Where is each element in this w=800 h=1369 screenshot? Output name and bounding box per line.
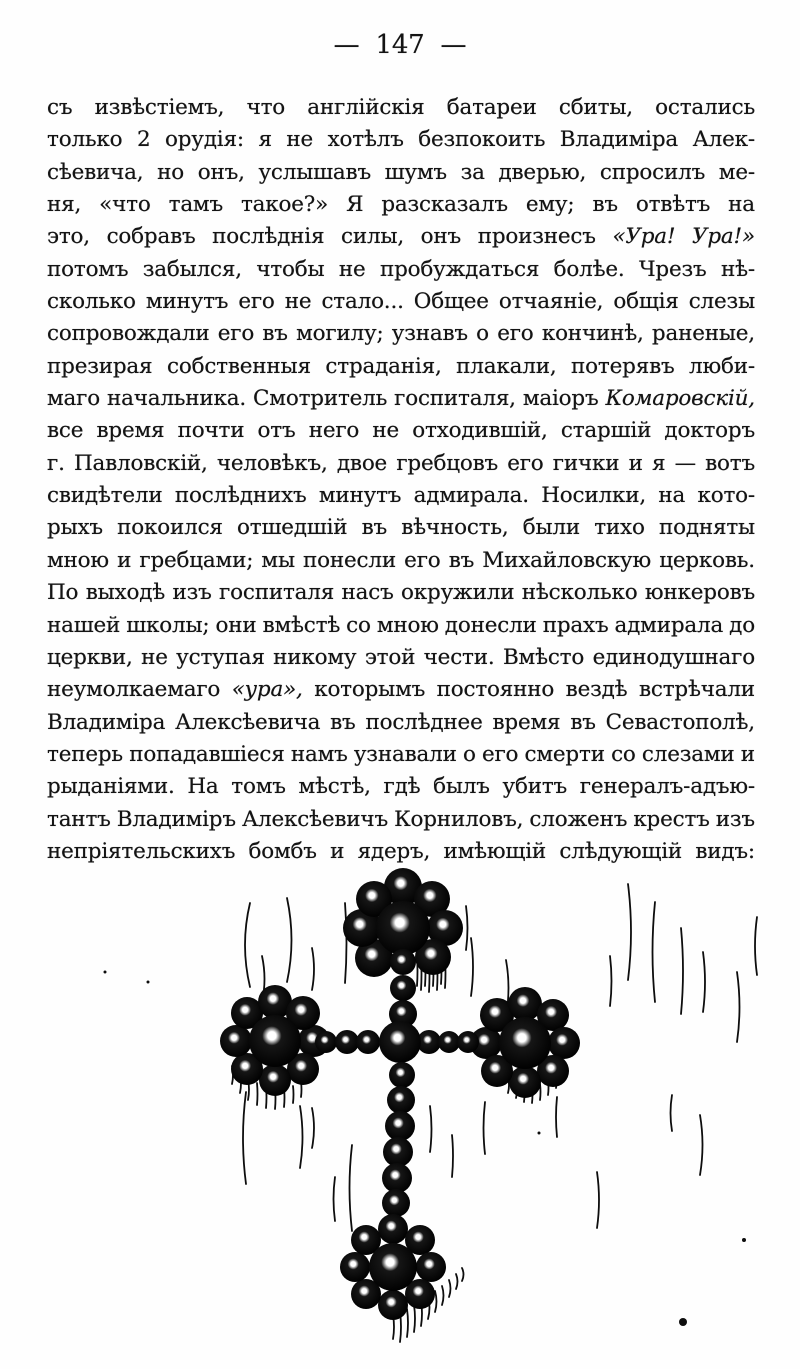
word: чести. xyxy=(423,644,495,670)
word: силы, xyxy=(341,224,404,250)
word: На xyxy=(187,774,219,800)
text-line xyxy=(47,807,755,839)
page-number: 147 xyxy=(375,30,425,60)
word: время xyxy=(492,709,561,735)
word: Севастополѣ, xyxy=(605,709,755,735)
word: чтобы xyxy=(256,256,325,282)
text-line xyxy=(47,354,755,386)
word: Общее xyxy=(413,289,489,315)
word: встрѣчали xyxy=(638,677,755,703)
word: ему; xyxy=(525,192,575,218)
word: батареи xyxy=(446,95,537,120)
hatch-stroke xyxy=(462,1268,464,1281)
word: ме- xyxy=(718,159,755,185)
word: церкви, xyxy=(47,644,133,670)
text-line xyxy=(47,613,755,645)
word: не xyxy=(372,418,400,444)
word: Алексѣевичъ xyxy=(241,806,388,832)
word: маго xyxy=(47,386,100,412)
hatch-stroke xyxy=(653,902,656,1002)
cannonball xyxy=(378,1214,408,1244)
word: мною xyxy=(47,547,109,573)
cannonball xyxy=(509,1066,541,1098)
word: пробуждаться xyxy=(379,256,540,282)
word: слезами xyxy=(641,741,735,767)
word: Ура!» xyxy=(692,224,755,250)
word: старшій xyxy=(560,418,652,444)
text-line xyxy=(47,742,755,774)
word: минутъ xyxy=(145,289,229,315)
word: страданія, xyxy=(325,353,442,379)
word: въ xyxy=(592,192,618,218)
word: въ xyxy=(262,321,288,347)
word: вѣчность, xyxy=(401,515,509,541)
word: сложенъ xyxy=(529,806,628,832)
word: уступая xyxy=(176,644,265,670)
word: маіоръ xyxy=(522,386,599,412)
cannonball xyxy=(378,1290,408,1320)
cannonball xyxy=(382,1189,410,1217)
ink-speck xyxy=(679,1318,687,1326)
word: адмирала xyxy=(614,612,724,638)
word: Чрезъ xyxy=(638,256,707,282)
hatch-stroke xyxy=(466,906,468,950)
word: остались xyxy=(655,95,755,120)
word: отшедшій xyxy=(237,515,348,541)
word: дверью, xyxy=(498,159,587,185)
hatching-strokes xyxy=(232,884,757,1342)
word: въ xyxy=(361,515,388,541)
hatch-stroke xyxy=(610,956,612,1006)
hatch-stroke xyxy=(293,1086,294,1103)
word: изъ xyxy=(172,580,212,606)
word: которымъ xyxy=(314,677,426,703)
word: не xyxy=(141,644,168,670)
hatch-stroke xyxy=(456,1274,458,1289)
cannonball xyxy=(389,1062,415,1088)
word: мѣстѣ, xyxy=(298,774,371,800)
body-text xyxy=(47,95,755,871)
text-line xyxy=(47,127,755,159)
word: Владиміра xyxy=(47,709,166,735)
word: нашей xyxy=(47,612,121,638)
cannonball xyxy=(340,1252,370,1282)
word: крестъ xyxy=(633,806,710,832)
word: люби- xyxy=(689,353,755,379)
cannonball xyxy=(457,1031,479,1053)
word: стало... xyxy=(321,289,404,315)
word: за xyxy=(460,159,485,185)
word: его xyxy=(404,547,441,573)
page-header xyxy=(0,30,800,60)
hatch-stroke xyxy=(737,972,740,1042)
word: госпиталя, xyxy=(394,386,516,412)
cannonball xyxy=(499,1017,551,1069)
word: болѣе. xyxy=(553,256,625,282)
word: Носилки, xyxy=(541,483,646,509)
hatch-stroke xyxy=(452,1135,453,1177)
word: не xyxy=(286,127,314,153)
word: подняты xyxy=(658,515,755,541)
hatch-stroke xyxy=(703,952,705,1012)
cannonball xyxy=(220,1025,252,1057)
word: г. xyxy=(47,450,65,476)
word: это, xyxy=(47,224,90,250)
word: «ура», xyxy=(231,677,303,703)
cannonball xyxy=(385,1111,415,1141)
word: узнавали xyxy=(353,741,457,767)
hatch-stroke xyxy=(245,903,250,987)
word: тантъ xyxy=(47,806,111,832)
hatch-stroke xyxy=(334,1177,336,1221)
word: убитъ xyxy=(502,774,568,800)
ink-speck xyxy=(104,971,107,974)
word: бомбъ xyxy=(248,838,317,864)
text-line xyxy=(47,224,755,256)
text-line xyxy=(47,645,755,677)
word: нѣ- xyxy=(720,256,755,282)
word: собственныя xyxy=(167,353,311,379)
word: Я xyxy=(346,192,364,218)
word: начальника. xyxy=(106,386,247,412)
word: нѣсколько xyxy=(521,580,638,606)
word: его xyxy=(481,741,519,767)
word: адмирала. xyxy=(413,483,529,509)
hatch-stroke xyxy=(287,898,292,982)
word: на xyxy=(728,192,755,218)
word: послѣднихъ xyxy=(174,483,307,509)
word: разсказалъ xyxy=(381,192,508,218)
hatch-stroke xyxy=(449,1280,451,1297)
word: гички xyxy=(552,450,620,476)
word: церковь. xyxy=(659,547,755,573)
word: со xyxy=(611,741,636,767)
word: попадавшіеся xyxy=(129,741,285,767)
word: и xyxy=(628,450,643,476)
word: видъ: xyxy=(695,838,755,864)
word: 2 xyxy=(136,127,151,153)
word: узнавъ xyxy=(391,321,468,347)
text-line xyxy=(47,386,755,418)
ink-speck xyxy=(742,1238,746,1242)
word: со xyxy=(346,612,371,638)
hatch-stroke xyxy=(471,938,473,996)
text-line xyxy=(47,515,755,547)
word: онъ, xyxy=(197,159,245,185)
hatch-stroke xyxy=(243,1092,246,1184)
word: отчаяніе, xyxy=(498,289,604,315)
word: отвѣтъ xyxy=(635,192,711,218)
word: могилу; xyxy=(296,321,384,347)
word: собравъ xyxy=(106,224,196,250)
word: послѣднія xyxy=(212,224,325,250)
word: рыданіями. xyxy=(47,774,175,800)
word: постоянно xyxy=(436,677,555,703)
hatch-stroke xyxy=(312,948,314,990)
text-line xyxy=(47,710,755,742)
word: «Ура! xyxy=(612,224,676,250)
word: человѣкъ, xyxy=(216,450,328,476)
word: Вмѣсто xyxy=(502,644,585,670)
word: его xyxy=(507,450,544,476)
word: его xyxy=(217,321,255,347)
hatch-stroke xyxy=(414,1305,415,1332)
word: Павловскій, xyxy=(73,450,208,476)
word: юнкеровъ xyxy=(644,580,755,606)
word: никому xyxy=(273,644,357,670)
text-line xyxy=(47,677,755,709)
word: только xyxy=(47,127,123,153)
word: отъ xyxy=(257,418,296,444)
word: Алексѣевича xyxy=(175,709,321,735)
word: потерявъ xyxy=(571,353,675,379)
word: мною xyxy=(376,612,439,638)
word: я xyxy=(651,450,666,476)
cannonball xyxy=(508,987,542,1021)
cannonball xyxy=(356,1030,380,1054)
word: на xyxy=(658,483,686,509)
word: свидѣтели xyxy=(47,483,163,509)
word: слѣдующій xyxy=(559,838,683,864)
text-line xyxy=(47,192,755,224)
word: плакали, xyxy=(456,353,557,379)
hatch-stroke xyxy=(597,1172,599,1228)
word: о xyxy=(476,321,489,347)
word: время xyxy=(96,418,165,444)
word: генералъ-адъю- xyxy=(579,774,755,800)
hatch-stroke xyxy=(671,1095,673,1131)
word: Владиміра xyxy=(559,127,679,153)
word: безпокоить xyxy=(418,127,546,153)
word: вмѣстѣ xyxy=(262,612,341,638)
word: неумолкаемаго xyxy=(47,677,221,703)
word: послѣднее xyxy=(365,709,483,735)
header-dash-right: — xyxy=(440,30,467,60)
word: раненые, xyxy=(651,321,755,347)
word: сопровождали xyxy=(47,321,210,347)
text-line xyxy=(47,95,755,127)
word: и xyxy=(117,547,132,573)
word: насъ xyxy=(341,580,394,606)
word: ня, xyxy=(47,192,82,218)
word: и xyxy=(740,741,755,767)
hatch-stroke xyxy=(430,1106,432,1152)
word: до xyxy=(729,612,755,638)
word: Смотритель xyxy=(253,386,388,412)
word: спросилъ xyxy=(599,159,706,185)
word: школы; xyxy=(126,612,210,638)
text-line xyxy=(47,321,755,353)
text-line xyxy=(47,289,755,321)
word: въ xyxy=(448,547,475,573)
cannonball xyxy=(387,1086,415,1114)
word: сколько xyxy=(47,289,136,315)
word: донесли xyxy=(444,612,537,638)
word: госпиталя xyxy=(219,580,335,606)
word: тамъ xyxy=(168,192,223,218)
hatch-stroke xyxy=(442,1286,444,1305)
word: Михайловскую xyxy=(482,547,652,573)
hatch-stroke xyxy=(628,884,631,980)
cannonball xyxy=(390,949,416,975)
hatch-stroke xyxy=(300,1106,303,1168)
word: въ xyxy=(330,709,356,735)
word: имѣющій xyxy=(443,838,547,864)
cannonball xyxy=(249,1015,301,1067)
word: — xyxy=(674,450,696,476)
cannonball xyxy=(383,1137,413,1167)
text-line xyxy=(47,418,755,450)
word: покоился xyxy=(117,515,223,541)
word: англійскія xyxy=(307,95,425,120)
word: мы xyxy=(261,547,295,573)
word: были xyxy=(522,515,580,541)
hatch-stroke xyxy=(345,903,347,983)
word: него xyxy=(308,418,360,444)
word: двое xyxy=(336,450,388,476)
text-line xyxy=(47,774,755,806)
word: выходѣ xyxy=(85,580,166,606)
word: смерти xyxy=(524,741,605,767)
word: единодушнаго xyxy=(592,644,755,670)
word: гдѣ xyxy=(383,774,421,800)
cannonball xyxy=(548,1027,580,1059)
header-dash-left: — xyxy=(333,30,360,60)
word: непріятельскихъ xyxy=(47,838,236,864)
cannonballs xyxy=(220,868,580,1320)
word: они xyxy=(215,612,257,638)
word: произнесъ xyxy=(477,224,596,250)
word: «что xyxy=(99,192,151,218)
word: слезы xyxy=(688,289,755,315)
hatch-stroke xyxy=(407,1309,408,1337)
word: общія xyxy=(613,289,679,315)
word: услышавъ xyxy=(258,159,371,185)
word: потомъ xyxy=(47,256,129,282)
hatch-stroke xyxy=(681,928,683,1014)
word: въ xyxy=(570,709,596,735)
word: вездѣ xyxy=(565,677,628,703)
word: былъ xyxy=(433,774,490,800)
hatch-stroke xyxy=(556,1097,557,1137)
word: гребцовъ xyxy=(396,450,498,476)
cannonball xyxy=(315,1031,337,1053)
word: о xyxy=(462,741,476,767)
word: томъ xyxy=(231,774,286,800)
word: его xyxy=(497,321,534,347)
word: сбиты, xyxy=(558,95,633,120)
word: не xyxy=(338,256,366,282)
word: съ xyxy=(47,95,73,120)
word: минутъ xyxy=(318,483,402,509)
word: этой xyxy=(364,644,416,670)
word: сѣевича, xyxy=(47,159,144,185)
word: что xyxy=(246,95,286,120)
hatch-stroke xyxy=(484,1102,486,1154)
word: Корниловъ, xyxy=(394,806,524,832)
word: окружили xyxy=(401,580,515,606)
cannonball xyxy=(376,901,430,955)
text-line xyxy=(47,257,755,289)
cannonball xyxy=(416,1252,446,1282)
word: По xyxy=(47,580,79,606)
word: все xyxy=(47,418,84,444)
hatch-stroke xyxy=(312,1108,314,1148)
cannonball-cross-illustration xyxy=(0,858,800,1369)
word: онъ xyxy=(420,224,462,250)
hatch-stroke xyxy=(755,917,757,975)
hatch-stroke xyxy=(700,1115,703,1175)
hatch-stroke xyxy=(257,1083,258,1105)
word: не xyxy=(284,289,312,315)
cannonball xyxy=(382,1163,412,1193)
hatch-stroke xyxy=(350,1145,353,1231)
text-line xyxy=(47,548,755,580)
text-line xyxy=(47,580,755,612)
word: извѣстіемъ, xyxy=(94,95,225,120)
word: шумъ xyxy=(384,159,447,185)
word: вотъ xyxy=(705,450,755,476)
word: почти xyxy=(177,418,245,444)
ink-speck xyxy=(538,1132,541,1135)
word: кончинѣ, xyxy=(541,321,644,347)
word: и xyxy=(330,838,345,864)
text-line xyxy=(47,451,755,483)
text-line xyxy=(47,483,755,515)
word: презирая xyxy=(47,353,153,379)
word: Алек- xyxy=(692,127,755,153)
cannonball xyxy=(259,1064,291,1096)
cannonball xyxy=(438,1031,460,1053)
ink-speck xyxy=(147,981,150,984)
word: Владиміръ xyxy=(116,806,236,832)
hatch-stroke xyxy=(435,1291,437,1312)
word: докторъ xyxy=(664,418,755,444)
word: такое?» xyxy=(240,192,329,218)
cannonball xyxy=(369,1243,417,1291)
cannonball xyxy=(390,975,416,1001)
word: ядеръ, xyxy=(357,838,431,864)
text-line xyxy=(47,160,755,192)
word: отходившій, xyxy=(412,418,548,444)
word: намъ xyxy=(290,741,348,767)
word: хотѣлъ xyxy=(327,127,404,153)
cannonball xyxy=(335,1030,359,1054)
word: орудія: xyxy=(165,127,244,153)
word: его xyxy=(238,289,275,315)
word: рыхъ xyxy=(47,515,103,541)
word: забылся, xyxy=(142,256,242,282)
word: прахъ xyxy=(542,612,609,638)
word: теперь xyxy=(47,741,123,767)
word: но xyxy=(157,159,185,185)
cannonball xyxy=(379,1021,421,1063)
word: кото- xyxy=(697,483,755,509)
word: понесли xyxy=(303,547,396,573)
word: гребцами; xyxy=(139,547,254,573)
word: Комаровскій, xyxy=(605,386,755,412)
word: изъ xyxy=(715,806,755,832)
word: тихо xyxy=(594,515,645,541)
word: я xyxy=(258,127,272,153)
